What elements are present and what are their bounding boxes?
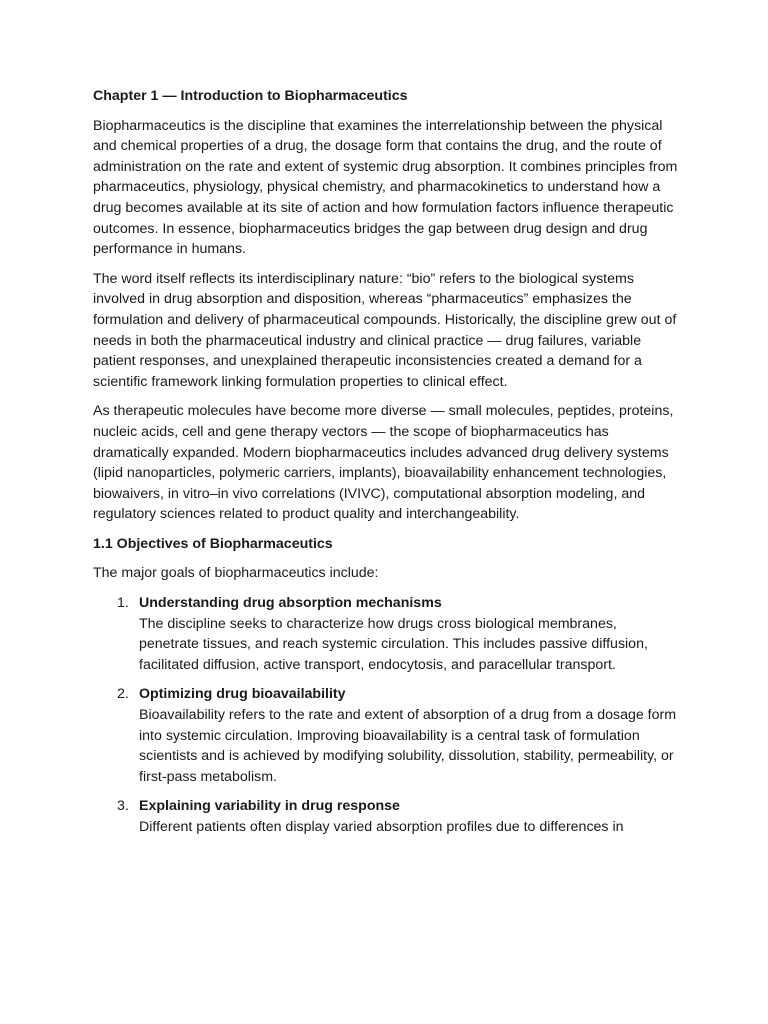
list-item-number: 3. [117,798,129,815]
list-item-title: Explaining variability in drug response [139,798,400,815]
list-item-title: Optimizing drug bioavailability [139,686,346,703]
section-intro: The major goals of biopharmaceutics include: [93,565,379,582]
list-item-body: Bioavailability refers to the rate and extent of absorption of a drug from a dosage form into systemic circulation. Improving bioavailability is a central task of formulation scientists and is achieved by modifying solubility, dissolution, stability, permeability, or first-pass metabolism. [139,707,677,785]
list-item [93,796,679,837]
section-title: 1.1 Objectives of Biopharmaceutics [93,535,333,552]
list-item-body: Different patients often display varied absorption profiles due to differences in [139,819,624,835]
paragraph-etymology: The word itself reflects its interdisciplinary nature: “bio” refers to the biological systems involved in drug absorption and disposition, whereas “pharmaceutics” emphasizes the formulation and delivery of pharmaceutical compounds. Historically, the discipline grew out of needs in both the pharmaceutical industry and clinical practice — drug failures, variable patient responses, and unexplained therapeutic inconsistencies created a demand for a scientific framework linking formulation properties to clinical effect. [93,270,677,390]
list-item-number: 2. [117,686,129,703]
list-item [93,684,679,787]
list-item-title: Understanding drug absorption mechanisms [139,595,442,612]
paragraph-intro: Biopharmaceutics is the discipline that examines the interrelationship between the physical and chemical properties of a drug, the dosage form that contains the drug, and the route of administration on the rate and extent of systemic drug absorption. It combines principles from pharmaceutics, physiology, physical chemistry, and pharmacokinetics to understand how a drug becomes available at its site of action and how formulation factors influence therapeutic outcomes. In essence, biopharmaceutics bridges the gap between drug design and drug performance in humans. [93,117,678,258]
document-page [93,86,679,847]
objectives-list [93,593,679,838]
list-item-body: The discipline seeks to characterize how drugs cross biological membranes, penetrate tissues, and reach systemic circulation. This includes passive diffusion, facilitated diffusion, active transport, endocytosis, and paracellular transport. [139,615,648,673]
paragraph-scope: As therapeutic molecules have become more diverse — small molecules, peptides, proteins, nucleic acids, cell and gene therapy vectors — the scope of biopharmaceutics has dramatically expanded. Modern biopharmaceutics includes advanced drug delivery systems (lipid nanoparticles, polymeric carriers, implants), bioavailability enhancement technologies, biowaivers, in vitro–in vivo correlations (IVIVC), computational absorption modeling, and regulatory sciences related to product quality and interchangeability. [93,403,674,523]
list-item [93,593,679,675]
chapter-title: Chapter 1 — Introduction to Biopharmaceutics [93,88,408,104]
list-item-number: 1. [117,595,129,612]
